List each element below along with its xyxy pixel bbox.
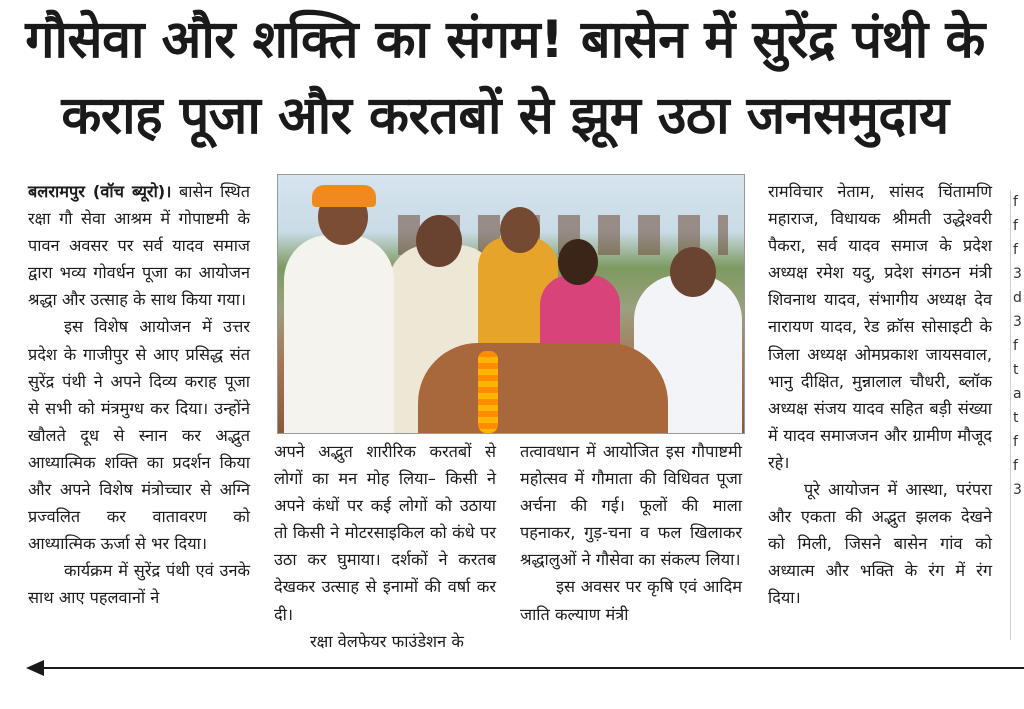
article-column-1 bbox=[28, 178, 250, 612]
paragraph: तत्वावधान में आयोजित इस गौपाष्टमी महोत्सव में गौमाता की विधिवत पूजा अर्चना की गई। फूलों की माला पहनाकर, गुड़-चना व फल खिलाकर श्रद्धालुओं ने गौसेवा का संकल्प लिया। bbox=[520, 442, 742, 570]
paragraph: अपने अद्भुत शारीरिक करतबों से लोगों का मन मोह लिया– किसी ने अपने कंधों पर कई लोगों को उठाया तो किसी ने मोटरसाइकिल को कंधे पर उठा कर घुमाया। दर्शकों ने करतब देखकर उत्साह से इनामों की वर्षा कर दी। bbox=[274, 442, 496, 624]
dateline: बलरामपुर (वॉच ब्यूरो)। bbox=[28, 182, 172, 201]
paragraph: कार्यक्रम में सुरेंद्र पंथी एवं उनके साथ आए पहलवानों ने bbox=[28, 561, 250, 608]
paragraph: इस अवसर पर कृषि एवं आदिम जाति कल्याण मंत्री bbox=[520, 577, 742, 624]
headline-line-1: गौसेवा और शक्ति का संगम! बासेन में सुरेंद्र पंथी के bbox=[25, 10, 985, 70]
article-column-4 bbox=[768, 178, 992, 612]
paragraph: पूरे आयोजन में आस्था, परंपरा और एकता की अद्भुत झलक देखने को मिली, जिसने बासेन गांव को अध्यात्म और भक्ति के रंग में रंग दिया। bbox=[768, 480, 992, 608]
bottom-rule bbox=[40, 667, 1024, 669]
adjacent-article-edge: f f f 3 d 3 f t a t f f 3 bbox=[1010, 190, 1024, 640]
paragraph: बासेन स्थित रक्षा गौ सेवा आश्रम में गोपाष्टमी के पावन अवसर पर सर्व यादव समाज द्वारा भव्य गोवर्धन पूजा का आयोजन श्रद्धा और उत्साह के साथ किया गया। bbox=[28, 182, 250, 310]
article-column-3 bbox=[520, 438, 742, 628]
headline-line-2: कराह पूजा और करतबों से झूम उठा जनसमुदाय bbox=[61, 86, 949, 146]
article-column-2 bbox=[274, 438, 496, 655]
news-photo bbox=[277, 174, 745, 434]
paragraph: रामविचार नेताम, सांसद चिंतामणि महाराज, विधायक श्रीमती उद्धेश्वरी पैकरा, सर्व यादव समाज के प्रदेश अध्यक्ष रमेश यदु, प्रदेश संगठन मंत्री शिवनाथ यादव, संभागीय अध्यक्ष देव नारायण यादव, रेड क्रॉस सोसाइटी के जिला अध्यक्ष ओमप्रकाश जायसवाल, भानु दीक्षित, मुन्नालाल चौधरी, ब्लॉक अध्यक्ष संजय यादव सहित बड़ी संख्या में यादव समाजजन और ग्रामीण मौजूद रहे। bbox=[768, 182, 992, 472]
paragraph: इस विशेष आयोजन में उत्तर प्रदेश के गाजीपुर से आए प्रसिद्ध संत सुरेंद्र पंथी ने अपने दिव्य कराह पूजा से सभी को मंत्रमुग्ध कर दिया। उन्होंने खौलते दूध से स्नान कर अद्भुत आध्यात्मिक शक्ति का प्रदर्शन किया और अपने विशेष मंत्रोच्चार से अग्नि प्रज्वलित कर वातावरण को आध्यात्मिक ऊर्जा से भर दिया। bbox=[28, 317, 250, 554]
paragraph: रक्षा वेलफेयर फाउंडेशन के bbox=[310, 631, 464, 651]
headline bbox=[0, 2, 1010, 154]
